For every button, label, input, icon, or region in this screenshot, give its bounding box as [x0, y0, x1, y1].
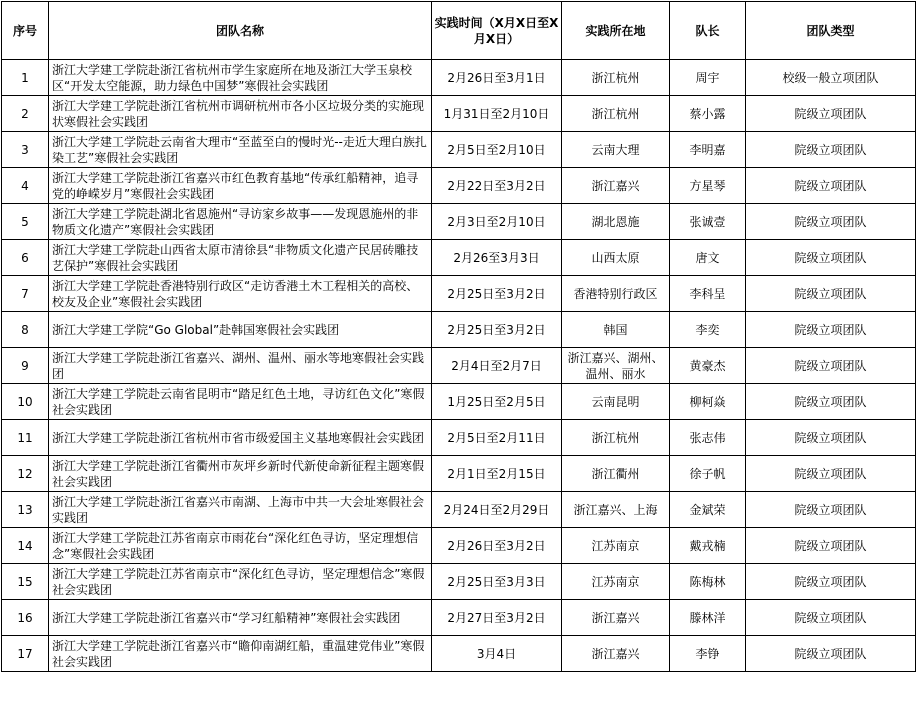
cell-team-name: 浙江大学建工学院赴山西省太原市清徐县“非物质文化遗产民居砖雕技艺保护”寒假社会实践团 — [49, 240, 432, 276]
cell-time: 1月25日至2月5日 — [432, 384, 562, 420]
cell-team-name: 浙江大学建工学院赴浙江省嘉兴、湖州、温州、丽水等地寒假社会实践团 — [49, 348, 432, 384]
cell-no: 2 — [2, 96, 49, 132]
cell-no: 8 — [2, 312, 49, 348]
table-row — [2, 204, 916, 240]
cell-time: 2月26至3月3日 — [432, 240, 562, 276]
cell-place: 香港特别行政区 — [562, 276, 670, 312]
cell-time: 3月4日 — [432, 636, 562, 672]
table-row — [2, 276, 916, 312]
table-row — [2, 60, 916, 96]
cell-team-type: 院级立项团队 — [746, 132, 916, 168]
cell-team-type: 院级立项团队 — [746, 276, 916, 312]
cell-place: 云南大理 — [562, 132, 670, 168]
header-time: 实践时间（X月X日至X月X日） — [432, 2, 562, 60]
cell-time: 2月26日至3月2日 — [432, 528, 562, 564]
cell-time: 2月25日至3月2日 — [432, 276, 562, 312]
cell-time: 2月26日至3月1日 — [432, 60, 562, 96]
cell-team-type: 校级一般立项团队 — [746, 60, 916, 96]
cell-place: 浙江杭州 — [562, 420, 670, 456]
cell-time: 2月3日至2月10日 — [432, 204, 562, 240]
cell-place: 浙江嘉兴、湖州、温州、丽水 — [562, 348, 670, 384]
cell-no: 5 — [2, 204, 49, 240]
cell-place: 韩国 — [562, 312, 670, 348]
table-row — [2, 636, 916, 672]
cell-no: 13 — [2, 492, 49, 528]
cell-leader: 张志伟 — [670, 420, 746, 456]
cell-team-type: 院级立项团队 — [746, 492, 916, 528]
cell-no: 3 — [2, 132, 49, 168]
cell-no: 1 — [2, 60, 49, 96]
cell-leader: 张诚壹 — [670, 204, 746, 240]
cell-team-type: 院级立项团队 — [746, 600, 916, 636]
cell-team-name: 浙江大学建工学院赴浙江省杭州市学生家庭所在地及浙江大学玉泉校区“开发太空能源，助力绿色中国梦”寒假社会实践团 — [49, 60, 432, 96]
cell-team-name: 浙江大学建工学院赴湖北省恩施州“寻访家乡故事——发现恩施州的非物质文化遗产”寒假社会实践团 — [49, 204, 432, 240]
table-row — [2, 132, 916, 168]
cell-time: 1月31日至2月10日 — [432, 96, 562, 132]
table-row — [2, 528, 916, 564]
cell-team-name: 浙江大学建工学院赴云南省大理市“至蓝至白的慢时光--走近大理白族扎染工艺”寒假社会实践团 — [49, 132, 432, 168]
cell-leader: 唐文 — [670, 240, 746, 276]
cell-team-type: 院级立项团队 — [746, 420, 916, 456]
cell-team-name: 浙江大学建工学院赴浙江省杭州市省市级爱国主义基地寒假社会实践团 — [49, 420, 432, 456]
team-table — [1, 1, 916, 672]
cell-time: 2月5日至2月11日 — [432, 420, 562, 456]
table-row — [2, 600, 916, 636]
cell-place: 山西太原 — [562, 240, 670, 276]
cell-leader: 李奕 — [670, 312, 746, 348]
cell-leader: 蔡小露 — [670, 96, 746, 132]
cell-no: 16 — [2, 600, 49, 636]
cell-leader: 柳柯焱 — [670, 384, 746, 420]
table-row — [2, 564, 916, 600]
table-row — [2, 348, 916, 384]
header-no: 序号 — [2, 2, 49, 60]
cell-leader: 戴戎楠 — [670, 528, 746, 564]
cell-place: 浙江嘉兴 — [562, 600, 670, 636]
cell-place: 浙江杭州 — [562, 96, 670, 132]
cell-no: 12 — [2, 456, 49, 492]
cell-time: 2月4日至2月7日 — [432, 348, 562, 384]
cell-place: 云南昆明 — [562, 384, 670, 420]
cell-time: 2月1日至2月15日 — [432, 456, 562, 492]
cell-team-name: 浙江大学建工学院赴浙江省嘉兴市“学习红船精神”寒假社会实践团 — [49, 600, 432, 636]
table-row — [2, 168, 916, 204]
cell-team-name: 浙江大学建工学院赴浙江省嘉兴市南湖、上海市中共一大会址寒假社会实践团 — [49, 492, 432, 528]
cell-team-name: 浙江大学建工学院赴浙江省衢州市灰坪乡新时代新使命新征程主题寒假社会实践团 — [49, 456, 432, 492]
cell-team-name: 浙江大学建工学院赴云南省昆明市“踏足红色土地，寻访红色文化”寒假社会实践团 — [49, 384, 432, 420]
cell-team-type: 院级立项团队 — [746, 204, 916, 240]
cell-leader: 周宇 — [670, 60, 746, 96]
cell-team-name: 浙江大学建工学院赴浙江省杭州市调研杭州市各小区垃圾分类的实施现状寒假社会实践团 — [49, 96, 432, 132]
header-place: 实践所在地 — [562, 2, 670, 60]
cell-no: 17 — [2, 636, 49, 672]
cell-no: 10 — [2, 384, 49, 420]
cell-leader: 方星琴 — [670, 168, 746, 204]
cell-leader: 陈梅林 — [670, 564, 746, 600]
cell-team-type: 院级立项团队 — [746, 384, 916, 420]
cell-team-name: 浙江大学建工学院“Go Global”赴韩国寒假社会实践团 — [49, 312, 432, 348]
cell-team-type: 院级立项团队 — [746, 312, 916, 348]
cell-team-type: 院级立项团队 — [746, 456, 916, 492]
cell-place: 浙江嘉兴、上海 — [562, 492, 670, 528]
cell-no: 6 — [2, 240, 49, 276]
table-row — [2, 384, 916, 420]
cell-leader: 李铮 — [670, 636, 746, 672]
cell-time: 2月24日至2月29日 — [432, 492, 562, 528]
cell-no: 11 — [2, 420, 49, 456]
table-row — [2, 492, 916, 528]
table-row — [2, 96, 916, 132]
cell-team-type: 院级立项团队 — [746, 348, 916, 384]
cell-place: 湖北恩施 — [562, 204, 670, 240]
cell-place: 浙江嘉兴 — [562, 168, 670, 204]
cell-time: 2月5日至2月10日 — [432, 132, 562, 168]
cell-place: 江苏南京 — [562, 528, 670, 564]
cell-time: 2月25日至3月3日 — [432, 564, 562, 600]
cell-team-name: 浙江大学建工学院赴香港特别行政区“走访香港土木工程相关的高校、校友及企业”寒假社会实践团 — [49, 276, 432, 312]
cell-time: 2月27日至3月2日 — [432, 600, 562, 636]
header-team-type: 团队类型 — [746, 2, 916, 60]
cell-team-type: 院级立项团队 — [746, 636, 916, 672]
cell-team-name: 浙江大学建工学院赴江苏省南京市雨花台“深化红色寻访，坚定理想信念”寒假社会实践团 — [49, 528, 432, 564]
cell-team-type: 院级立项团队 — [746, 168, 916, 204]
table-row — [2, 456, 916, 492]
cell-team-type: 院级立项团队 — [746, 528, 916, 564]
cell-team-type: 院级立项团队 — [746, 564, 916, 600]
cell-leader: 李科呈 — [670, 276, 746, 312]
cell-team-type: 院级立项团队 — [746, 240, 916, 276]
cell-no: 4 — [2, 168, 49, 204]
cell-leader: 徐子帆 — [670, 456, 746, 492]
cell-leader: 滕林洋 — [670, 600, 746, 636]
header-leader: 队长 — [670, 2, 746, 60]
cell-place: 浙江衢州 — [562, 456, 670, 492]
cell-team-type: 院级立项团队 — [746, 96, 916, 132]
cell-leader: 金斌荣 — [670, 492, 746, 528]
cell-team-name: 浙江大学建工学院赴浙江省嘉兴市红色教育基地“传承红船精神，追寻党的峥嵘岁月”寒假社会实践团 — [49, 168, 432, 204]
cell-time: 2月22日至3月2日 — [432, 168, 562, 204]
header-team-name: 团队名称 — [49, 2, 432, 60]
cell-place: 浙江嘉兴 — [562, 636, 670, 672]
cell-leader: 黄豪杰 — [670, 348, 746, 384]
cell-no: 9 — [2, 348, 49, 384]
cell-team-name: 浙江大学建工学院赴浙江省嘉兴市“瞻仰南湖红船，重温建党伟业”寒假社会实践团 — [49, 636, 432, 672]
cell-leader: 李明嘉 — [670, 132, 746, 168]
cell-no: 15 — [2, 564, 49, 600]
cell-no: 14 — [2, 528, 49, 564]
table-row — [2, 240, 916, 276]
table-row — [2, 420, 916, 456]
cell-no: 7 — [2, 276, 49, 312]
table-row — [2, 312, 916, 348]
cell-place: 江苏南京 — [562, 564, 670, 600]
cell-team-name: 浙江大学建工学院赴江苏省南京市“深化红色寻访，坚定理想信念”寒假社会实践团 — [49, 564, 432, 600]
cell-place: 浙江杭州 — [562, 60, 670, 96]
header-row — [2, 2, 916, 60]
cell-time: 2月25日至3月2日 — [432, 312, 562, 348]
